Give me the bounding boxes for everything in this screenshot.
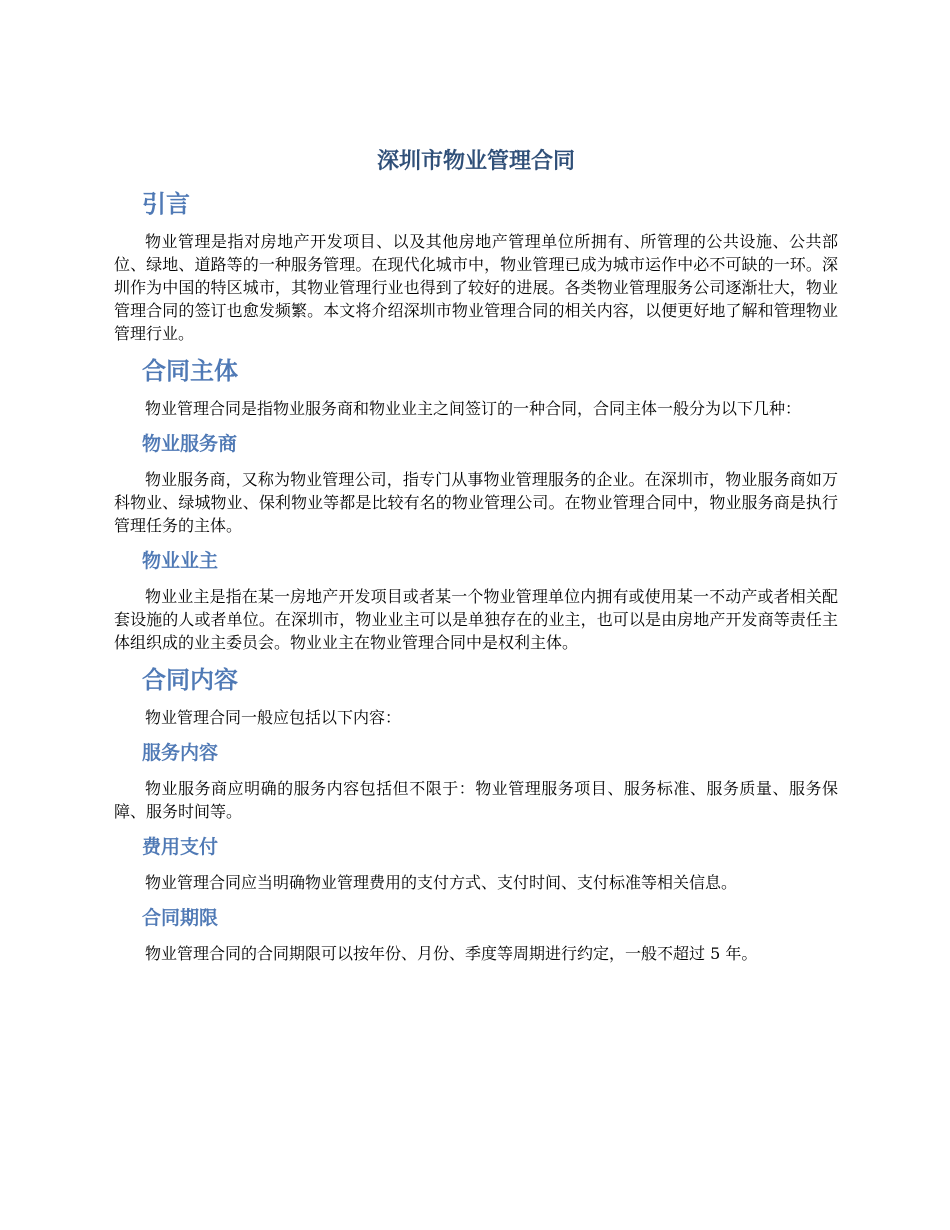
contract-term-paragraph: 物业管理合同的合同期限可以按年份、月份、季度等周期进行约定，一般不超过 5 年。 [145, 944, 758, 963]
introduction-paragraph: 物业管理是指对房地产开发项目、以及其他房地产管理单位所拥有、所管理的公共设施、公共部位、绿地、道路等的一种服务管理。在现代化城市中，物业管理已成为城市运作中必不可缺的一环。深圳作为中国的特区城市，其物业管理行业也得到了较好的进展。各类物业管理服务公司逐渐壮大，物业管理合同的签订也愈发频繁。本文将介绍深圳市物业管理合同的相关内容，以便更好地了解和管理物业管理行业。 [114, 232, 838, 343]
subsection-heading-contract-term: 合同期限 [142, 907, 219, 929]
section-heading-contract-parties: 合同主体 [142, 357, 238, 385]
subsection-heading-service-provider: 物业服务商 [142, 433, 238, 455]
fee-payment-paragraph: 物业管理合同应当明确物业管理费用的支付方式、支付时间、支付标准等相关信息。 [145, 873, 738, 892]
document-page [114, 146, 838, 973]
contract-parties-paragraph: 物业管理合同是指物业服务商和物业业主之间签订的一种合同，合同主体一般分为以下几种： [145, 399, 802, 418]
subsection-heading-service-content: 服务内容 [142, 742, 219, 764]
section-heading-introduction: 引言 [142, 190, 190, 218]
document-title: 深圳市物业管理合同 [376, 149, 575, 174]
subsection-heading-property-owner: 物业业主 [142, 550, 219, 572]
service-provider-paragraph: 物业服务商，又称为物业管理公司，指专门从事物业管理服务的企业。在深圳市，物业服务商如万科物业、绿城物业、保利物业等都是比较有名的物业管理公司。在物业管理合同中，物业服务商是执行管理任务的主体。 [114, 470, 838, 535]
service-content-paragraph: 物业服务商应明确的服务内容包括但不限于：物业管理服务项目、服务标准、服务质量、服务保障、服务时间等。 [114, 779, 838, 821]
section-heading-contract-content: 合同内容 [142, 666, 238, 694]
subsection-heading-fee-payment: 费用支付 [142, 836, 219, 858]
property-owner-paragraph: 物业业主是指在某一房地产开发项目或者某一个物业管理单位内拥有或使用某一不动产或者相关配套设施的人或者单位。在深圳市，物业业主可以是单独存在的业主，也可以是由房地产开发商等责任主体组织成的业主委员会。物业业主在物业管理合同中是权利主体。 [114, 587, 838, 652]
contract-content-paragraph: 物业管理合同一般应包括以下内容： [145, 708, 402, 727]
